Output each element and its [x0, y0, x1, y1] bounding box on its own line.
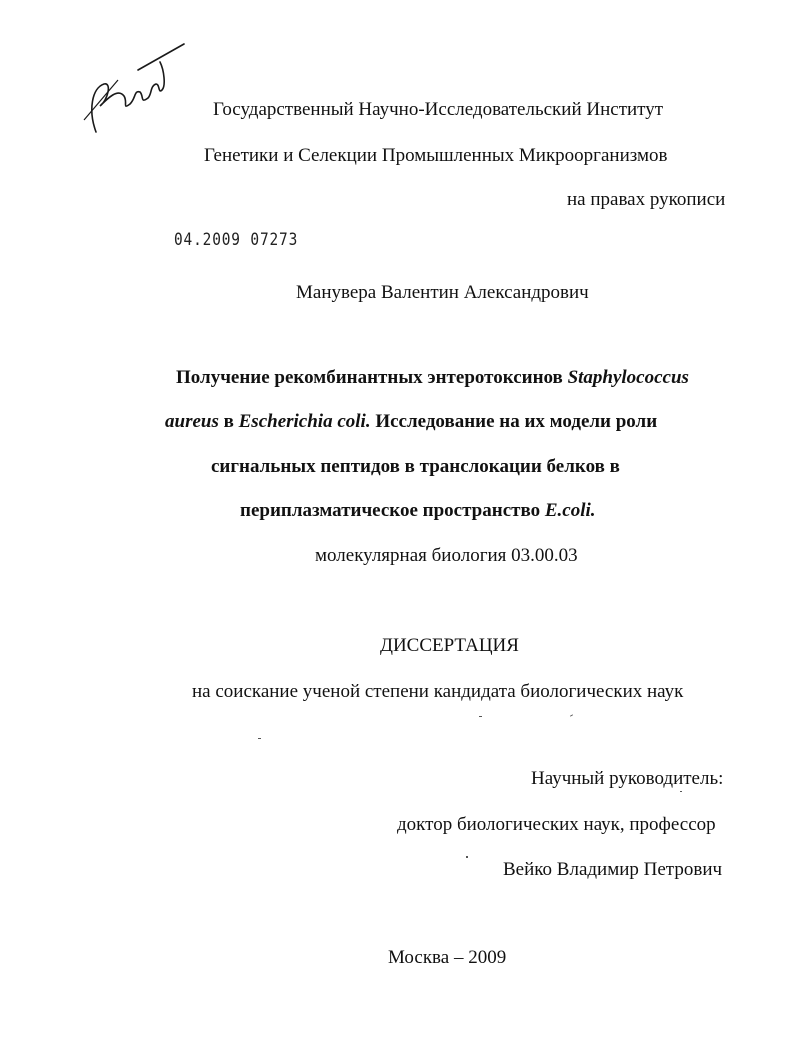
- specialty: молекулярная биология 03.00.03: [315, 545, 578, 566]
- title-text: Исследование на их модели роли: [370, 411, 658, 432]
- document-type: ДИССЕРТАЦИЯ: [380, 635, 519, 656]
- handwritten-signature: [78, 40, 188, 140]
- title-text: в: [218, 411, 239, 432]
- title-line-3: сигнальных пептидов в транслокации белков в: [211, 456, 620, 477]
- author-name: Манувера Валентин Александрович: [296, 282, 589, 303]
- title-species: aureus: [165, 411, 219, 432]
- degree-line: на соискание ученой степени кандидата биологических наук: [192, 681, 684, 702]
- scan-speck: [570, 714, 573, 716]
- title-text: периплазматическое пространство: [240, 500, 545, 521]
- scan-speck: [479, 716, 482, 717]
- institute-line-2: Генетики и Селекции Промышленных Микроорганизмов: [204, 145, 668, 166]
- manuscript-note: на правах рукописи: [567, 189, 726, 210]
- supervisor-name: Вейко Владимир Петрович: [503, 859, 723, 880]
- title-line-4: [240, 499, 596, 523]
- supervisor-rank: доктор биологических наук, профессор: [397, 814, 716, 835]
- scan-speck: [258, 738, 261, 739]
- title-species: E.coli.: [544, 500, 596, 521]
- title-line-1: [176, 366, 689, 390]
- title-text: Получение рекомбинантных энтеротоксинов: [176, 367, 568, 388]
- registry-stamp: 04.2009 07273: [174, 230, 299, 250]
- title-line-2: [165, 410, 657, 434]
- supervisor-label: Научный руководитель:: [531, 768, 724, 789]
- scan-speck: [466, 856, 468, 858]
- city-year: Москва – 2009: [388, 947, 507, 968]
- institute-line-1: Государственный Научно-Исследовательский Институт: [213, 99, 664, 120]
- scan-speck: [680, 791, 682, 792]
- title-species: Staphylococcus: [567, 367, 689, 388]
- title-species: Escherichia coli.: [238, 411, 371, 432]
